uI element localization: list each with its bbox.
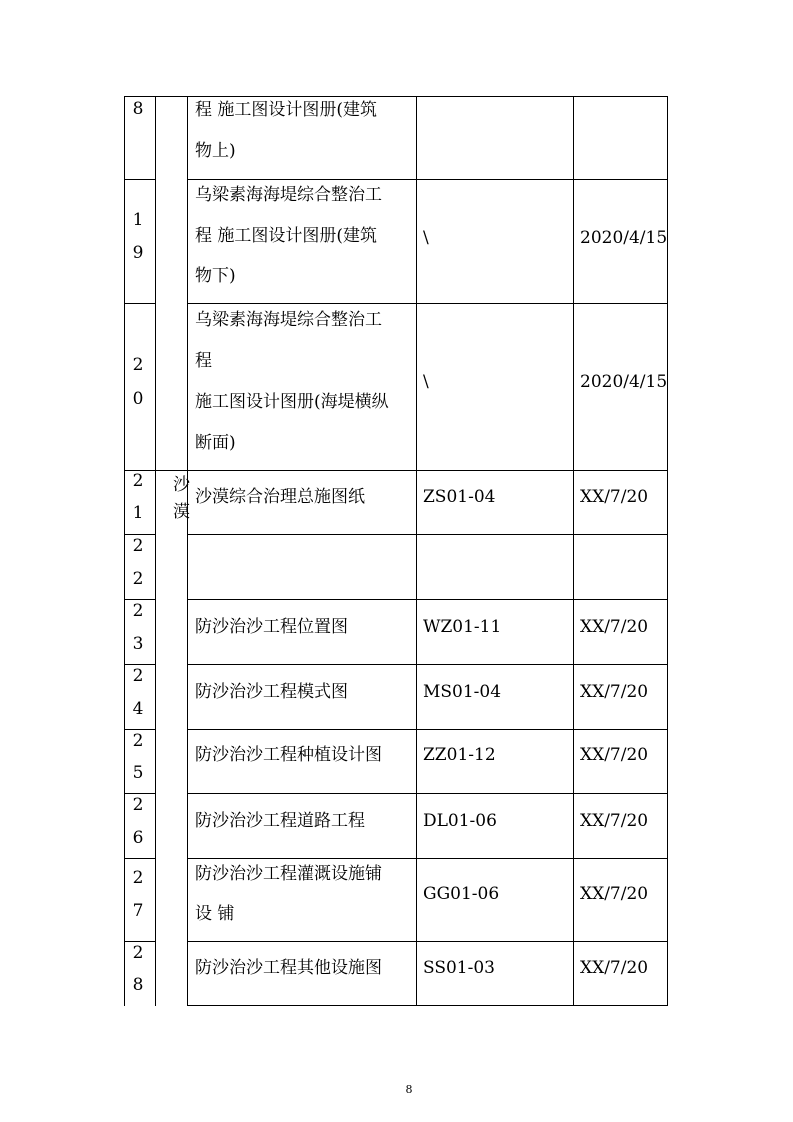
table-rule xyxy=(125,858,156,859)
table-rule xyxy=(188,534,668,535)
drawing-code: \ xyxy=(423,372,429,392)
drawing-name: 程 xyxy=(195,351,212,371)
row-number: 2 xyxy=(132,943,144,963)
drawing-name: 乌梁素海海堤综合整治工 xyxy=(195,185,382,205)
drawing-name: 断面) xyxy=(195,433,236,453)
drawing-date: XX/7/20 xyxy=(580,487,649,507)
table-rule xyxy=(188,793,668,794)
drawing-name: 防沙治沙工程其他设施图 xyxy=(195,958,382,978)
row-number: 4 xyxy=(132,699,144,719)
table-rule xyxy=(187,96,188,1006)
category-label: 沙 xyxy=(173,475,190,495)
drawing-code: ZZ01-12 xyxy=(423,745,496,765)
table-rule xyxy=(155,96,156,1006)
table-rule xyxy=(125,96,668,97)
table-rule xyxy=(416,96,417,1006)
table-rule xyxy=(124,96,125,1006)
drawing-name: 设 铺 xyxy=(195,904,235,924)
drawing-name: 物下) xyxy=(195,266,236,286)
drawing-code: SS01-03 xyxy=(423,958,496,978)
row-number: 1 xyxy=(132,210,144,230)
row-number: 2 xyxy=(132,868,144,888)
table-rule xyxy=(188,858,668,859)
drawing-date: XX/7/20 xyxy=(580,958,649,978)
row-number: 2 xyxy=(132,355,144,375)
drawing-name: 施工图设计图册(海堤横纵 xyxy=(195,392,389,412)
page-number: 8 xyxy=(405,1083,413,1096)
drawing-date: XX/7/20 xyxy=(580,745,649,765)
table-rule xyxy=(188,729,668,730)
category-label: 漠 xyxy=(173,502,190,522)
drawing-code: \ xyxy=(423,228,429,248)
table-rule xyxy=(125,303,156,304)
row-number: 2 xyxy=(132,666,144,686)
row-number: 5 xyxy=(132,763,144,783)
table-rule xyxy=(188,1005,668,1006)
drawing-name: 防沙治沙工程灌溉设施铺 xyxy=(195,864,382,884)
row-number: 2 xyxy=(132,569,144,589)
row-number: 0 xyxy=(132,389,144,409)
table-rule xyxy=(125,599,156,600)
drawing-name: 防沙治沙工程道路工程 xyxy=(195,811,365,831)
drawing-code: ZS01-04 xyxy=(423,487,496,507)
row-number: 9 xyxy=(132,243,144,263)
drawing-name: 程 施工图设计图册(建筑 xyxy=(195,226,378,246)
row-number: 2 xyxy=(132,471,144,491)
row-number: 1 xyxy=(132,503,144,523)
table-rule xyxy=(188,303,668,304)
table-rule xyxy=(125,179,156,180)
drawing-date: XX/7/20 xyxy=(580,884,649,904)
drawing-name: 防沙治沙工程模式图 xyxy=(195,682,348,702)
drawing-code: GG01-06 xyxy=(423,884,500,904)
row-number: 2 xyxy=(132,536,144,556)
drawing-name: 防沙治沙工程位置图 xyxy=(195,617,348,637)
drawing-name: 沙漠综合治理总施图纸 xyxy=(195,487,365,507)
table-rule xyxy=(188,664,668,665)
table-rule xyxy=(188,179,668,180)
row-number: 3 xyxy=(132,634,144,654)
table-rule xyxy=(125,941,156,942)
drawing-date: 2020/4/15 xyxy=(580,372,668,392)
drawing-name: 物上) xyxy=(195,141,236,161)
drawing-date: 2020/4/15 xyxy=(580,228,668,248)
drawing-code: DL01-06 xyxy=(423,811,497,831)
row-number: 6 xyxy=(132,828,144,848)
table-rule xyxy=(125,793,156,794)
drawing-name: 防沙治沙工程种植设计图 xyxy=(195,745,382,765)
row-number: 2 xyxy=(132,601,144,621)
drawing-code: MS01-04 xyxy=(423,682,502,702)
drawing-code: WZ01-11 xyxy=(423,617,502,637)
row-number: 2 xyxy=(132,731,144,751)
table-rule xyxy=(125,729,156,730)
table-rule xyxy=(125,534,156,535)
table-rule xyxy=(125,470,668,471)
row-number: 7 xyxy=(132,901,144,921)
row-number: 2 xyxy=(132,795,144,815)
drawing-name: 程 施工图设计图册(建筑 xyxy=(195,100,378,120)
drawing-name: 乌梁素海海堤综合整治工 xyxy=(195,310,382,330)
drawing-date: XX/7/20 xyxy=(580,811,649,831)
row-number: 8 xyxy=(132,99,144,119)
table-rule xyxy=(573,96,574,1006)
table-rule xyxy=(188,941,668,942)
table-rule xyxy=(188,599,668,600)
drawing-date: XX/7/20 xyxy=(580,682,649,702)
table-rule xyxy=(125,664,156,665)
drawing-date: XX/7/20 xyxy=(580,617,649,637)
row-number: 8 xyxy=(132,975,144,995)
